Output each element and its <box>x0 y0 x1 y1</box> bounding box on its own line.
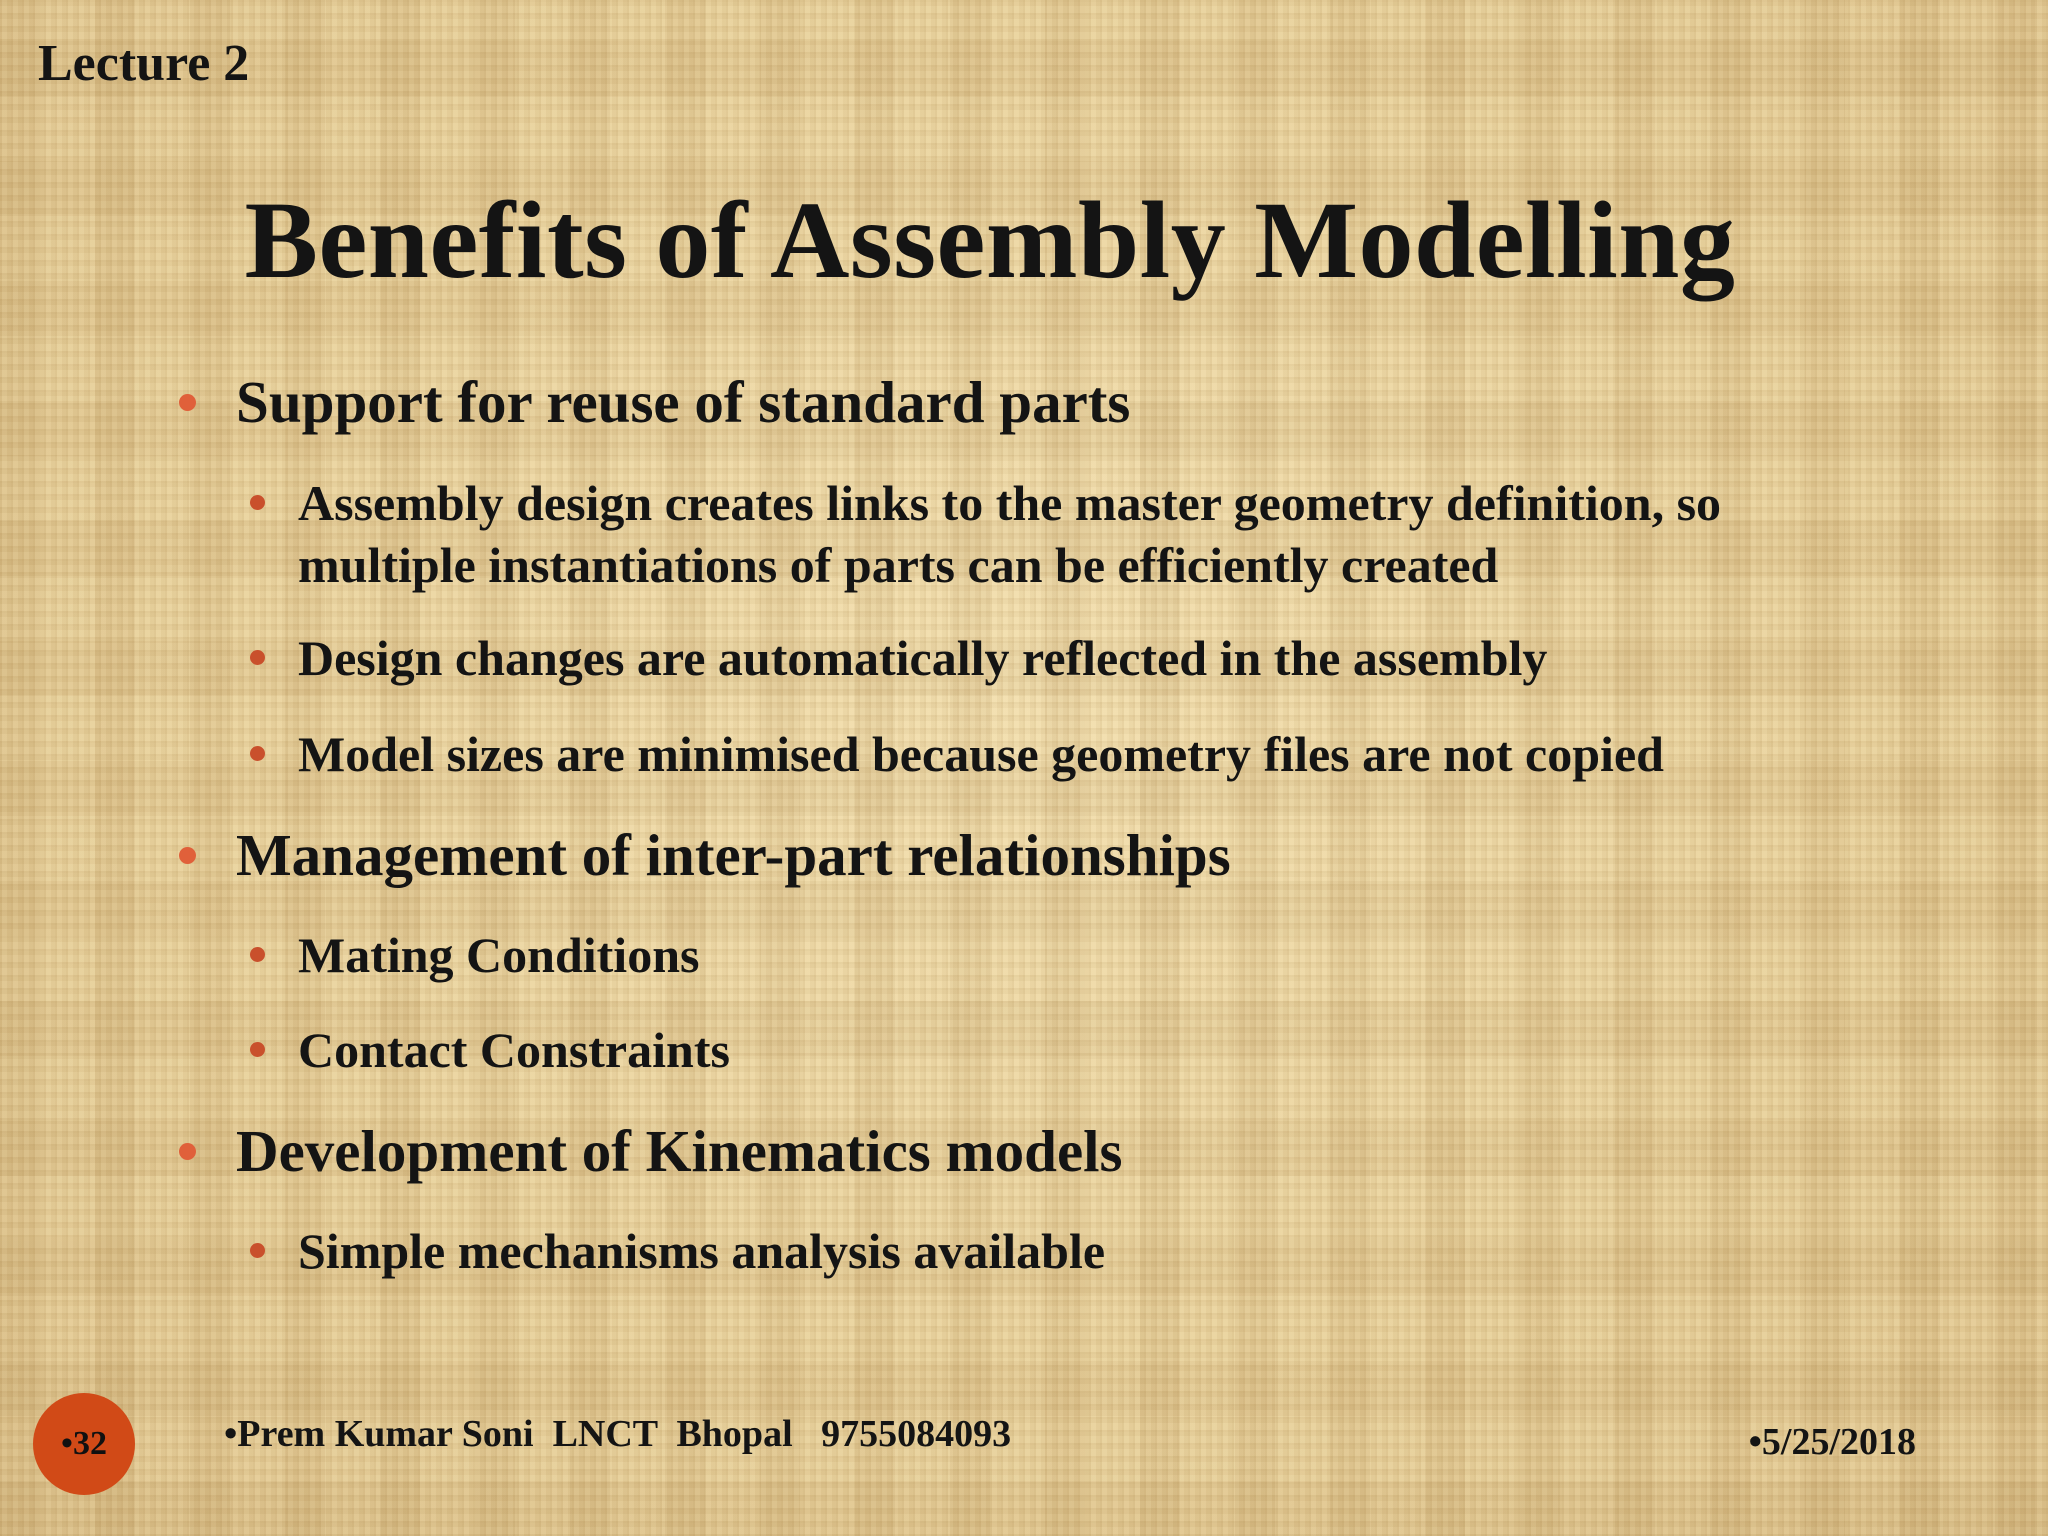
footer-date: •5/25/2018 <box>1748 1421 1916 1463</box>
bullet-item-mechanisms-analysis <box>298 1220 1898 1282</box>
bullet-icon <box>250 495 265 510</box>
bullet-item-design-changes <box>298 627 1898 689</box>
page-number-badge <box>33 1393 135 1495</box>
bullet-text: Management of inter-part relationships <box>236 822 1231 888</box>
bullet-item-mating-conditions <box>298 924 1898 986</box>
bullet-text: Design changes are automatically reflected in the assembly <box>298 630 1548 686</box>
footer-author: •Prem Kumar Soni LNCT Bhopal 9755084093 <box>224 1413 1012 1455</box>
bullet-item-reuse-standard-parts <box>236 367 1130 437</box>
bullet-item-contact-constraints <box>298 1019 1898 1081</box>
bullet-icon <box>250 1042 265 1057</box>
slide-title: Benefits of Assembly Modelling <box>244 179 1736 301</box>
bullet-icon <box>179 1143 196 1160</box>
bullet-text: Model sizes are minimised because geometry files are not copied <box>298 726 1664 782</box>
bullet-text: Development of Kinematics models <box>236 1118 1123 1184</box>
lecture-label: Lecture 2 <box>38 35 250 92</box>
bullet-text: Mating Conditions <box>298 927 700 983</box>
bullet-text: Contact Constraints <box>298 1022 730 1078</box>
bullet-icon <box>250 746 265 761</box>
bullet-text: Support for reuse of standard parts <box>236 369 1131 435</box>
bullet-icon <box>250 1243 265 1258</box>
page-number: •32 <box>61 1425 107 1462</box>
bullet-text: Simple mechanisms analysis available <box>298 1223 1106 1279</box>
bullet-icon <box>250 650 265 665</box>
bullet-item-model-sizes <box>298 723 1898 785</box>
bullet-text: Assembly design creates links to the master geometry definition, so multiple instantiations of parts can be efficiently created <box>298 475 1722 593</box>
bullet-icon <box>250 947 265 962</box>
bullet-item-kinematics-models <box>236 1116 1123 1186</box>
bullet-icon <box>179 394 196 411</box>
bullet-icon <box>179 847 196 864</box>
bullet-item-links-master-geometry <box>298 472 1898 596</box>
bullet-item-inter-part-relationships <box>236 820 1231 890</box>
